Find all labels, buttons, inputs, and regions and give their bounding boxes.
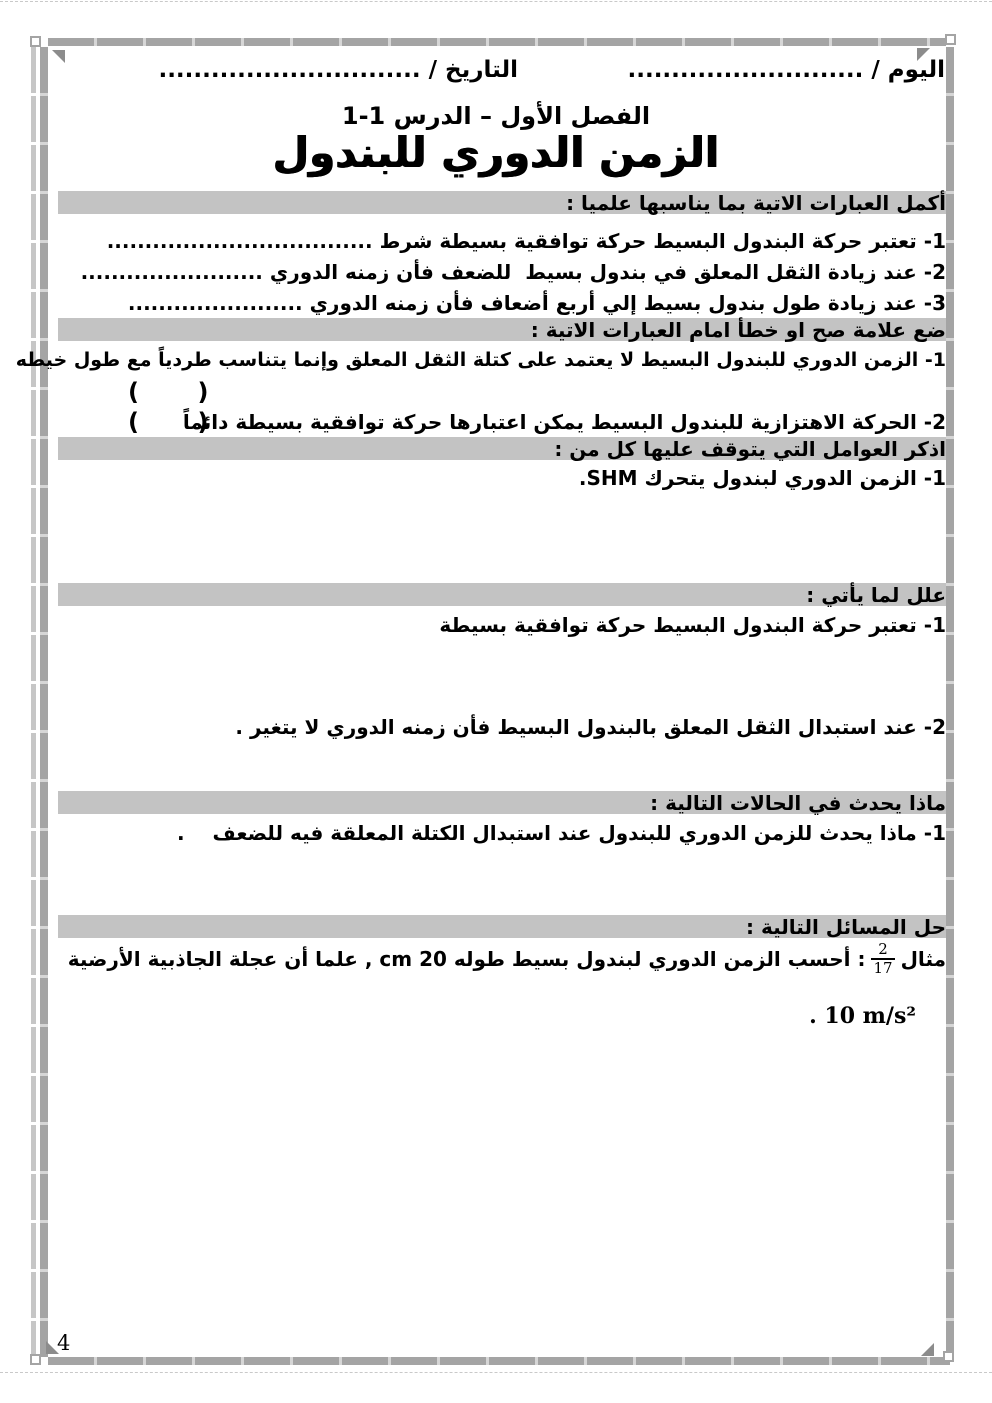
fraction-numerator: 2 [878,940,888,958]
worksheet-title: الزمن الدوري للبندول [272,128,720,177]
day-line: اليوم / ........................... [627,57,945,83]
page-edge-dash-top [0,1,992,2]
question-line: 3- عند زيادة طول بندول بسيط إلي أربع أضعاف فأن زمنه الدوري ....................... [127,291,946,315]
page-border-left [40,47,48,1357]
fraction-denominator: 17 [873,959,893,978]
question-line: 1- ماذا يحدث للزمن الدوري للبندول عند استبدال الكتلة المعلقة فيه للضعف . [177,821,946,845]
answer-bracket: ( ) [128,378,209,406]
border-corner-square-top-right [945,34,956,45]
page-border-left-rail [31,47,36,1357]
page-border-right [946,47,954,1357]
page-border-bottom [48,1357,950,1365]
page-border-top [48,38,946,46]
question-line: 1- الزمن الدوري لبندول يتحرك SHM. [578,466,946,490]
corner-mark-top-left-icon [52,50,65,63]
gravity-value-line: . 10 m/s² [809,1003,916,1029]
question-line: 1- الزمن الدوري للبندول البسيط لا يعتمد على كتلة الثقل المعلق وإنما يتناسب طردياً مع طول خيطه [15,349,946,371]
question-line: 2- عند زيادة الثقل المعلق في بندول بسيط للضعف فأن زمنه الدوري ........................ [80,260,946,284]
border-corner-square-top-left [30,36,41,47]
section-title-true-false: ضع علامة صح او خطأ امام العبارات الاتية : [58,318,946,341]
corner-mark-bottom-right-icon [921,1343,934,1356]
page-edge-dash-bottom [0,1372,992,1373]
border-corner-square-bottom-left [30,1354,41,1365]
chapter-lesson-line: الفصل الأول – الدرس 1-1 [341,102,651,130]
date-line: التاريخ / .............................. [158,57,518,83]
section-title-complete-statements: أكمل العبارات الاتية بما يناسبها علميا : [58,191,946,214]
problem-line [58,941,946,978]
section-title-give-reasons: علل لما يأتي : [58,583,946,606]
question-line: 1- تعتبر حركة البندول البسيط حركة توافقية بسيطة [439,613,946,637]
question-line: 2- الحركة الاهتزازية للبندول البسيط يمكن اعتبارها حركة توافقية بسيطة دائماً [182,410,946,434]
section-title-mention-factors: اذكر العوامل التي يتوقف عليها كل من : [58,437,946,460]
border-corner-square-bottom-right [943,1351,954,1362]
example-number-fraction [871,941,894,978]
answer-bracket: ( ) [128,408,209,436]
example-label: مثال [900,947,946,972]
question-line: 1- تعتبر حركة البندول البسيط حركة توافقية بسيطة شرط ................................... [106,229,946,253]
section-title-solve-problems: حل المسائل التالية : [58,915,946,938]
problem-text: : أحسب الزمن الدوري لبندول بسيط طوله 20 cm , علما أن عجلة الجاذبية الأرضية [67,947,866,972]
section-title-what-happens: ماذا يحدث في الحالات التالية : [58,791,946,814]
page-number: 4 [57,1331,71,1355]
question-line: 2- عند استبدال الثقل المعلق بالبندول البسيط فأن زمنه الدوري لا يتغير . [235,715,946,739]
